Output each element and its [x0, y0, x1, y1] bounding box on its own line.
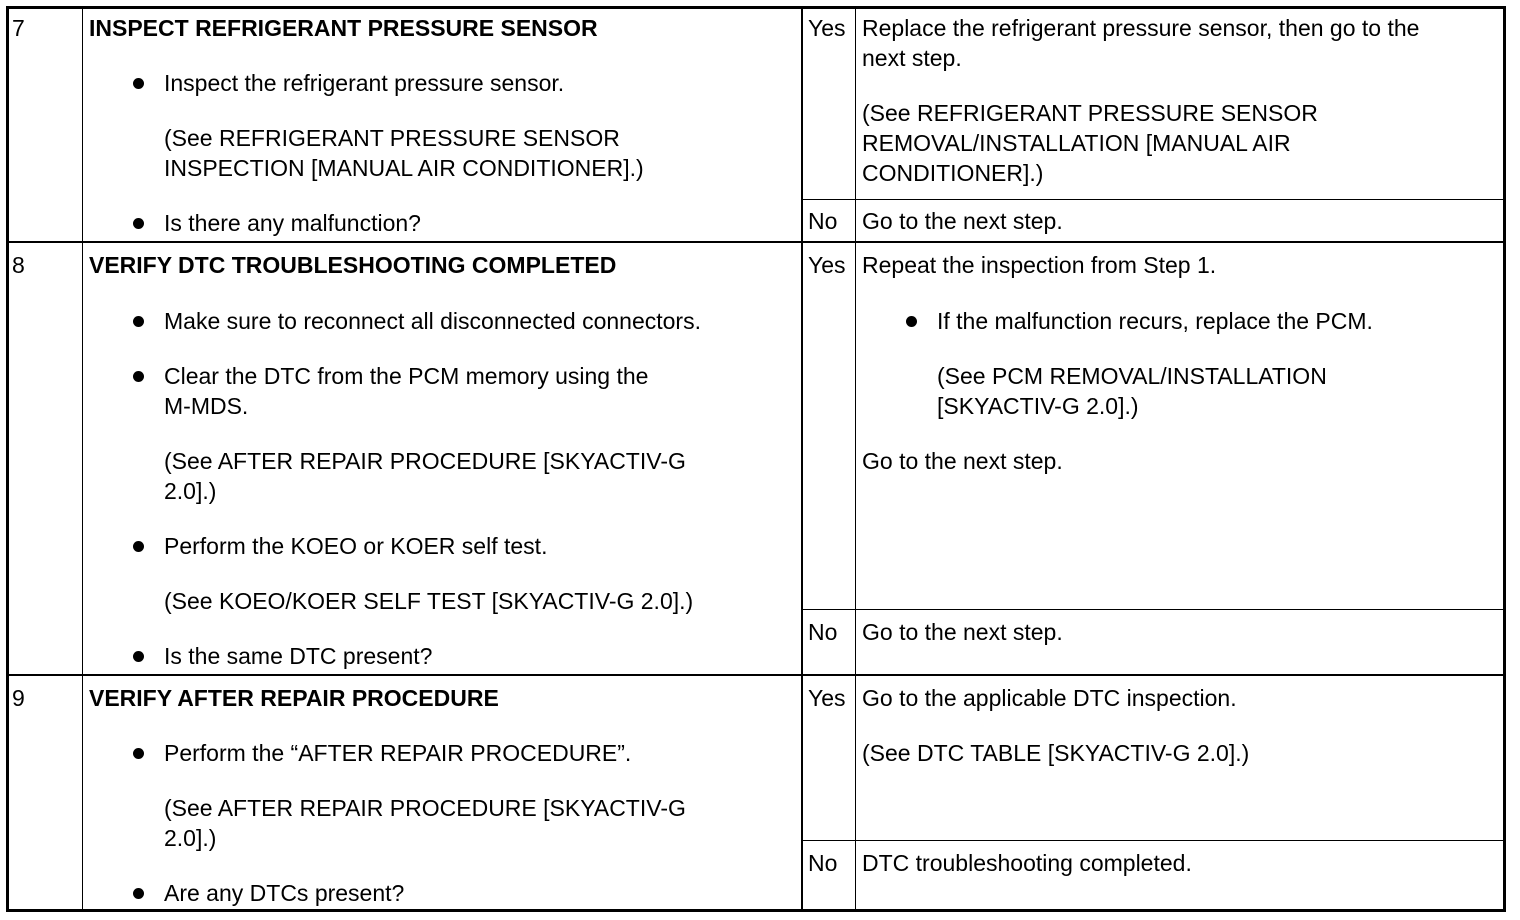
bullet-icon	[133, 371, 144, 382]
step-title: VERIFY AFTER REPAIR PROCEDURE	[89, 685, 499, 711]
bullet-icon	[133, 541, 144, 552]
reference-text: 2.0].)	[164, 825, 217, 851]
reference-text: (See AFTER REPAIR PROCEDURE [SKYACTIV-G	[164, 448, 686, 474]
yes-label: Yes	[808, 685, 846, 711]
no-label: No	[808, 619, 838, 645]
no-label: No	[808, 208, 838, 234]
column-divider	[801, 6, 803, 912]
no-result-text: Go to the next step.	[862, 619, 1063, 645]
action-text: Make sure to reconnect all disconnected connectors.	[164, 308, 701, 334]
reference-text: (See PCM REMOVAL/INSTALLATION	[937, 363, 1327, 389]
action-text: Clear the DTC from the PCM memory using the	[164, 363, 649, 389]
step-number: 7	[12, 15, 25, 41]
bullet-icon	[133, 748, 144, 759]
yes-result-text: If the malfunction recurs, replace the PCM.	[937, 308, 1373, 334]
yes-no-divider	[801, 840, 1506, 841]
reference-text: 2.0].)	[164, 478, 217, 504]
row-divider	[6, 241, 1506, 243]
reference-text: (See AFTER REPAIR PROCEDURE [SKYACTIV-G	[164, 795, 686, 821]
reference-text: (See REFRIGERANT PRESSURE SENSOR	[164, 125, 620, 151]
yes-result-text: Replace the refrigerant pressure sensor, then go to the	[862, 15, 1420, 41]
step-number: 8	[12, 252, 25, 278]
question-text: Is the same DTC present?	[164, 643, 433, 669]
step-title: INSPECT REFRIGERANT PRESSURE SENSOR	[89, 15, 598, 41]
yes-no-divider	[801, 609, 1506, 610]
yes-result-text: Go to the applicable DTC inspection.	[862, 685, 1237, 711]
yes-no-divider	[801, 199, 1506, 200]
yes-result-text: next step.	[862, 45, 962, 71]
bullet-icon	[906, 316, 917, 327]
yes-result-text: Go to the next step.	[862, 448, 1063, 474]
reference-text: (See REFRIGERANT PRESSURE SENSOR	[862, 100, 1318, 126]
bullet-icon	[133, 78, 144, 89]
bullet-icon	[133, 888, 144, 899]
column-divider	[82, 6, 83, 912]
row-divider	[6, 674, 1506, 676]
yes-label: Yes	[808, 252, 846, 278]
yes-label: Yes	[808, 15, 846, 41]
reference-text: (See KOEO/KOER SELF TEST [SKYACTIV-G 2.0].)	[164, 588, 694, 614]
no-label: No	[808, 850, 838, 876]
reference-text: [SKYACTIV-G 2.0].)	[937, 393, 1139, 419]
no-result-text: Go to the next step.	[862, 208, 1063, 234]
question-text: Is there any malfunction?	[164, 210, 421, 236]
no-result-text: DTC troubleshooting completed.	[862, 850, 1192, 876]
step-number: 9	[12, 685, 25, 711]
action-text: Perform the KOEO or KOER self test.	[164, 533, 548, 559]
column-divider	[855, 6, 856, 912]
yes-result-text: Repeat the inspection from Step 1.	[862, 252, 1217, 278]
bullet-icon	[133, 316, 144, 327]
step-title: VERIFY DTC TROUBLESHOOTING COMPLETED	[89, 252, 617, 278]
bullet-icon	[133, 651, 144, 662]
bullet-icon	[133, 218, 144, 229]
reference-text: CONDITIONER].)	[862, 160, 1044, 186]
reference-text: (See DTC TABLE [SKYACTIV-G 2.0].)	[862, 740, 1250, 766]
reference-text: INSPECTION [MANUAL AIR CONDITIONER].)	[164, 155, 644, 181]
action-text: Inspect the refrigerant pressure sensor.	[164, 70, 565, 96]
action-text: M-MDS.	[164, 393, 249, 419]
action-text: Perform the “AFTER REPAIR PROCEDURE”.	[164, 740, 632, 766]
reference-text: REMOVAL/INSTALLATION [MANUAL AIR	[862, 130, 1291, 156]
question-text: Are any DTCs present?	[164, 880, 405, 906]
